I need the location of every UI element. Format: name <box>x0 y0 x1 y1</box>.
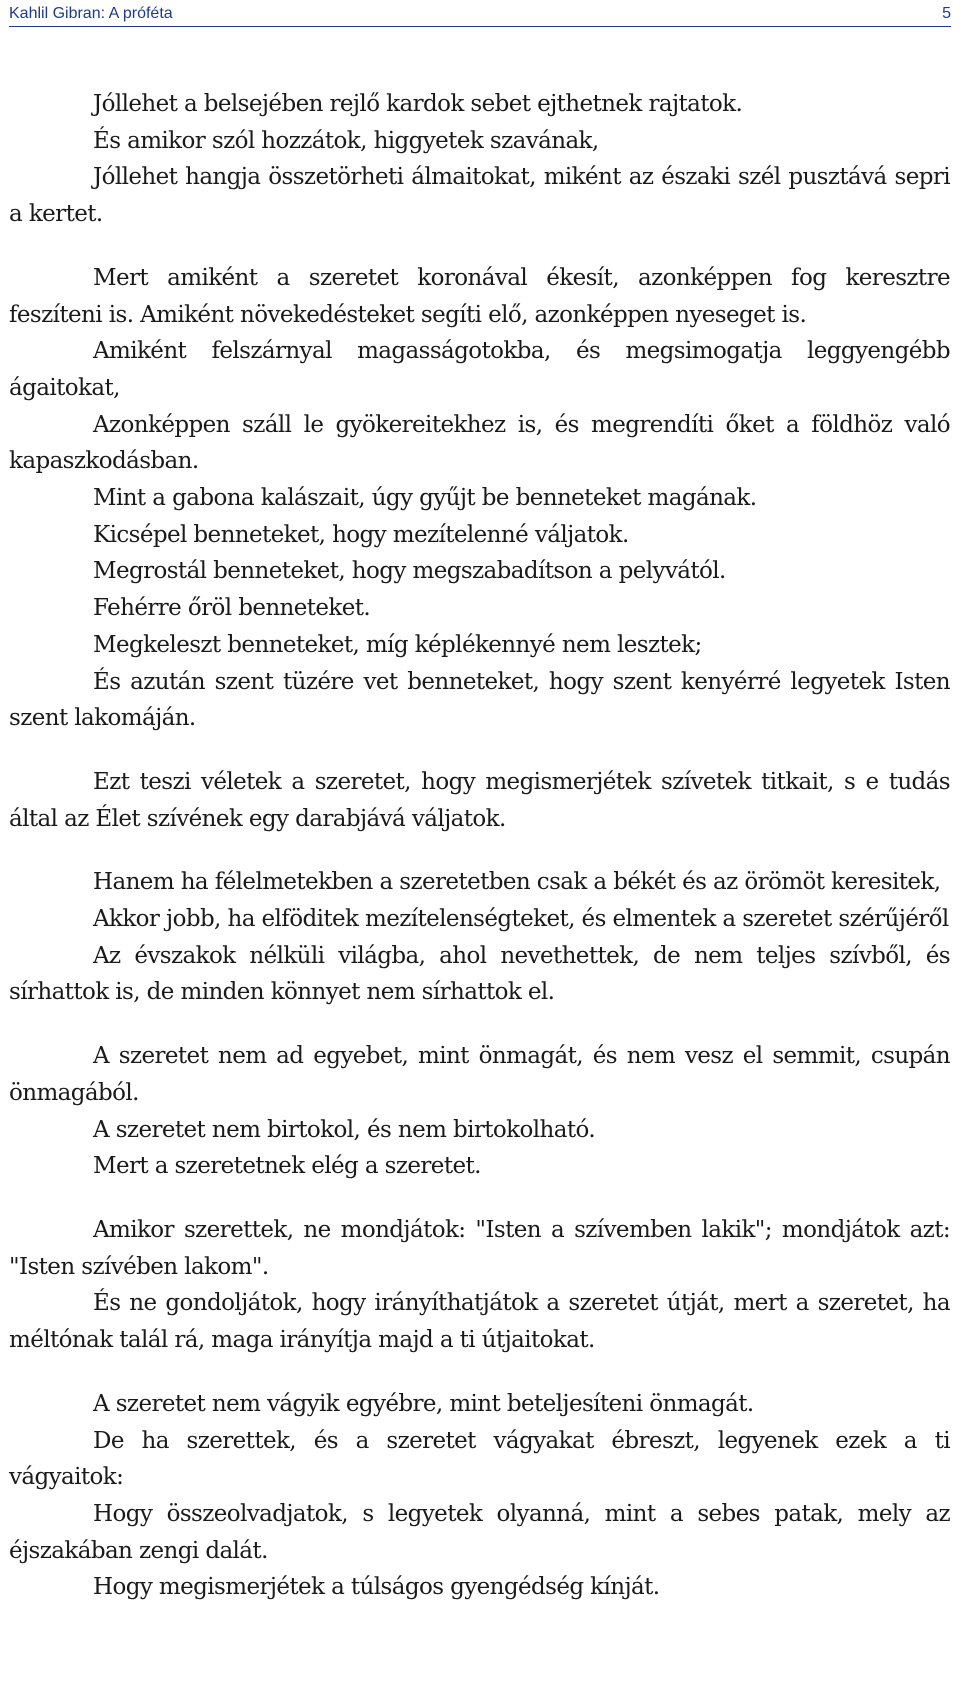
text-line: És amikor szól hozzátok, higgyetek szavának, <box>93 127 599 154</box>
text-line: A szeretet nem birtokol, és nem birtokolható. <box>93 1116 596 1143</box>
text-line: És ne gondoljátok, hogy irányíthatjátok a szeretet útját, mert a szeretet, ha méltónak talál rá, maga irányítja majd a ti útjaitokat. <box>9 1290 950 1354</box>
text-line: Amiként felszárnyal magasságotokba, és megsimogatja leggyengébb ágaitokat, <box>9 338 950 401</box>
text-line: Mint a gabona kalászait, úgy gyűjt be benneteket magának. <box>93 485 757 512</box>
text-line: Hanem ha félelmetekben a szeretetben csak a békét és az örömöt keresitek, <box>93 869 941 896</box>
text-line: Hogy összeolvadjatok, s legyetek olyanná, mint a sebes patak, mely az éjszakában zengi dalát. <box>9 1500 950 1564</box>
paragraph <box>9 260 950 737</box>
text-line: Ezt teszi véletek a szeretet, hogy megismerjétek szívetek titkait, s e tudás által az Élet szívének egy darabjává váljatok. <box>9 768 950 832</box>
text-line: Amikor szerettek, ne mondjátok: "Isten a szívemben lakik"; mondjátok azt: "Isten szívében lakom". <box>9 1216 950 1280</box>
text-line: A szeretet nem vágyik egyébre, mint beteljesíteni önmagát. <box>93 1390 754 1417</box>
text-line: Fehérre őröl benneteket. <box>93 595 371 622</box>
paragraph <box>9 1038 950 1185</box>
page-number: 5 <box>942 5 951 22</box>
text-line: A szeretet nem ad egyebet, mint önmagát, és nem vesz el semmit, csupán önmagából. <box>9 1043 950 1106</box>
text-line: Mert a szeretetnek elég a szeretet. <box>93 1153 481 1180</box>
page-header <box>9 4 951 27</box>
paragraph <box>9 1386 950 1606</box>
text-line: Hogy megismerjétek a túlságos gyengédség kínját. <box>93 1574 660 1601</box>
text-line: Megkeleszt benneteket, míg képlékennyé nem lesztek; <box>93 631 702 658</box>
text-line: Mert amiként a szeretet koronával ékesít, azonképpen fog keresztre feszíteni is. Amiként növekedésteket segíti elő, azonképpen nyeseget is. <box>9 264 950 328</box>
page-body <box>9 86 950 1606</box>
book-title: Kahlil Gibran: A próféta <box>9 5 173 22</box>
text-line: Az évszakok nélküli világba, ahol nevethettek, de nem teljes szívből, és sírhattok is, de minden könnyet nem sírhattok el. <box>9 942 950 1006</box>
paragraph <box>9 86 950 233</box>
text-line: Jóllehet hangja összetörheti álmaitokat, miként az északi szél pusztává sepri a kertet. <box>9 164 950 228</box>
text-line: Megrostál benneteket, hogy megszabadítson a pelyvától. <box>93 558 726 585</box>
text-line: Jóllehet a belsejében rejlő kardok sebet ejthetnek rajtatok. <box>93 91 743 117</box>
text-line: De ha szerettek, és a szeretet vágyakat ébreszt, legyenek ezek a ti vágyaitok: <box>9 1427 950 1491</box>
paragraph <box>9 1212 950 1359</box>
text-line: Akkor jobb, ha elföditek mezítelenségteket, és elmentek a szeretet szérűjéről <box>93 906 949 933</box>
text-line: És azután szent tüzére vet benneteket, hogy szent kenyérré legyetek Isten szent lakomáján. <box>9 668 950 732</box>
paragraph <box>9 864 950 1011</box>
paragraph <box>9 764 950 837</box>
text-line: Azonképpen száll le gyökereitekhez is, és megrendíti őket a földhöz való kapaszkodásban. <box>9 411 950 475</box>
text-line: Kicsépel benneteket, hogy mezítelenné váljatok. <box>93 521 629 548</box>
